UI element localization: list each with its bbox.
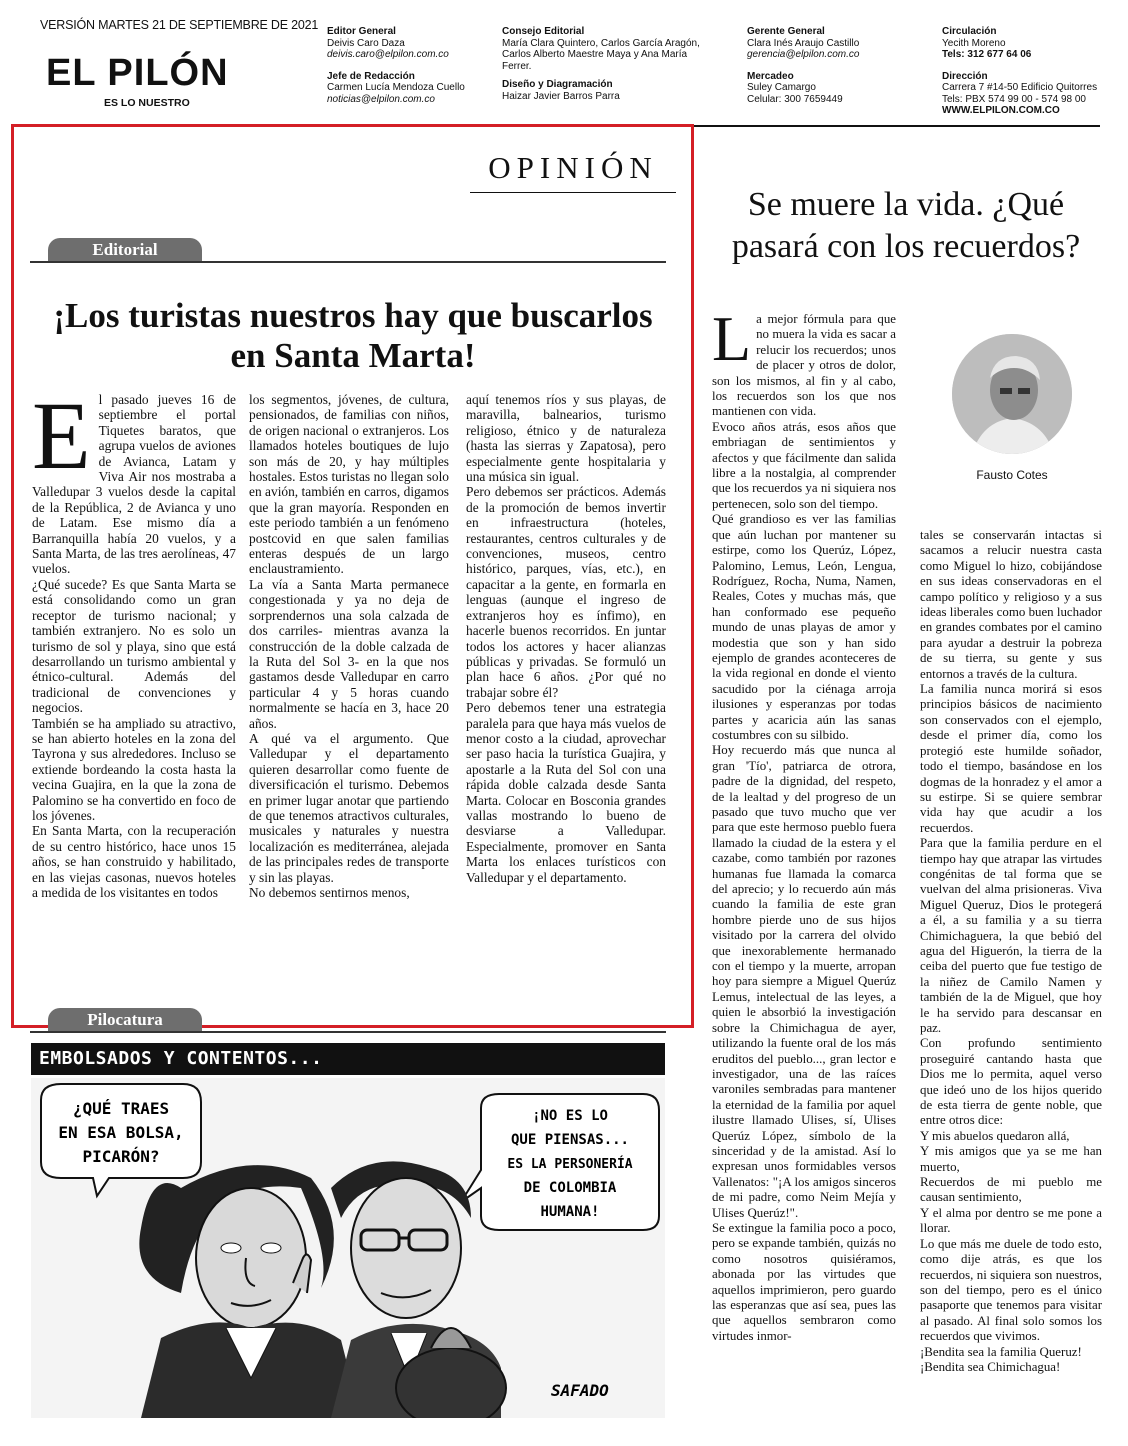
bubble-right-line-4: DE COLOMBIA [523,1180,617,1196]
edition-line: VERSIÓN MARTES 21 DE SEPTIEMBRE DE 2021 [40,18,319,32]
column-dropcap: L [712,303,752,374]
verse-line: Y el alma por dentro se me pone a llorar. [920,1205,1102,1236]
paragraph: En Santa Marta, con la recuperación de su centro histórico, hace unos 15 años, se han construido y habilitado, en las viejas casonas, nuevos hoteles a medida de los visitantes en todos [32,823,236,900]
cartoonist-signature: SAFADO [551,1381,609,1400]
paragraph: ¡Bendita sea Chimichagua! [920,1359,1061,1374]
editorial-headline[interactable]: ¡Los turistas nuestros hay que buscarlos en Santa Marta! [53,296,653,375]
paragraph: Pero debemos tener una estrategia paralela para que haya más vuelos de menor costo a la ciudad, aprovechar ser paso hacia la turística Guajira, y apostarle a la Ruta del Sol con una rápida doble calzada desde Santa Marta. Colocar en Bosconia grandes vallas mostrando lo bueno de desviarse a Valledupar. Especialmente, promover en Santa Marta los enlaces turísticos con Valledupar y el departamento. [466,700,666,885]
paragraph: aquí tenemos ríos y sus playas, de maravilla, balnearios, turismo religioso, étnico y de naturaleza (hasta las sierras y Zapatosa), pero especialmente gente hospitalaria y una música sin igual. [466,392,666,485]
pilocatura-tab[interactable]: Pilocatura [48,1008,202,1032]
verse-line: Y mis abuelos quedaron allá, [920,1128,1070,1143]
editorial-column-1 [32,382,236,900]
verse-line: Recuerdos de mi pueblo me causan sentimiento, [920,1175,1102,1205]
paragraph: Qué grandioso es ver las familias que aún luchan por mantener su estirpe, como los Querúz, López, Palomino, Lemus, León, Lengua, Rodríguez, Rocha, Numa, Namen, Reales, Cotes y muchas más, que han conformado ese pequeño mundo de unas playas de amor y modestia que son y han sido ejemplo de grandes aconteceres de la vida regional en donde el viento sacudido por la ciénaga arroja ilusiones y esperanzas por todas partes y acaricia aún las sanas costumbres con su silbido. [712,512,896,742]
paragraph: Con profundo sentimiento proseguiré cantando hasta que Dios me lo permita, aquel verso que ideó uno de los hijos querido de esta tierra de gente noble, que entre otros dice: [920,1036,1102,1128]
paragraph: a mejor fórmula para que no muera la vida es sacar a relucir los recuerdos; unos de placer y otros de dolor, son los mismos, al fin y al cabo, los recuerdos son los que nos mantienen con vida. [712,312,896,419]
bubble-left-line-1: ¿QUÉ TRAES [72,1099,170,1118]
bubble-right-line-5: HUMANA! [540,1204,600,1220]
paragraph: Se extingue la familia poco a poco, pero se expande también, quizás no como nosotros quisiéramos, abonada por las virtudes que aquellos imprimieron, pero guardo las esperanzas que así sea, pues las que aquellos sembraron como virtudes inmor- [712,1220,896,1343]
verse-line: Y mis amigos que ya se me han muerto, [920,1144,1102,1174]
paragraph: Hoy recuerdo más que nunca al gran 'Tío', patriarca de otrora, padre de la dignidad, del respeto, de la lealtad y del progreso de un pasado que tuvo mucho que ver para que este hermoso pueblo fuera llamado la ciudad de la estera y el cazabe, como también por razones humanas fue llamada la comarca del aprecio; y lo recuerdo aún más cuando la familia de este gran hombre pierde uno de sus hijos visitado por la carrera del olvido que inexorablemente hermanado con el tiempo y la muerte, arropan hoy para siempre a Miguel Querúz Lemus, intelectual de las leyes, a quien le absorbió la investigación sobre la Chimichagua de ayer, utilizando la fuente oral de los más eruditos del pueblo..., gran lector e investigador, una de las raíces varoniles sembradas para mantener la eternidad de la familia por aquel ilustre llamado Ulises, sí, Ulises Querúz López, símbolo de la sinceridad y de la amistad. Así lo expresan unos formidables versos Vallenatos: "¡A los amigos sinceros de mi padre, como Neim Mejía y Ulises Querúz!". [712,743,896,1220]
paragraph: No debemos sentirnos menos, [249,885,410,900]
paragraph: Pero debemos ser prácticos. Además de la promoción de bemos invertir en infraestructura (hoteles, restaurantes, centros culturales y de convenciones, museos, centro histórico, parques, vías, etc.), en capacitar a la gente, en formarla en lenguas (aunque el ingreso de extranjeros hoy es ínfimo), en hacerle buenos recorridos. En juntar todos los actores y hacer alianzas públicas y privadas. Se formuló un plan hace 6 años. ¿Por qué no trabajar sobre él? [466,484,666,700]
section-title: OPINIÓN [470,150,676,193]
editorial-column-2 [249,392,449,900]
bubble-left-line-2: EN ESA BOLSA, [58,1123,184,1142]
staff-column-2: Consejo Editorial María Clara Quintero, Carlos García Aragón, Carlos Alberto Maestre Maya y Ana María Ferrer. Diseño y Diagramación Haizar Javier Barros Parra [502,26,700,102]
newspaper-logo[interactable]: EL PILÓN [46,52,229,94]
editorial-rule [30,261,666,263]
political-cartoon [31,1078,665,1418]
column-body-2 [920,528,1102,1375]
staff-column-1: Editor General Deivis Caro Daza deivis.caro@elpilon.com.co Jefe de Redacción Carmen Lucía Mendoza Cuello noticias@elpilon.com.co [327,26,465,105]
paragraph: La vía a Santa Marta permanece congestionada y ya no deja de sorprendernos una sola calzada de dos carriles- mientras avanza la construcción de la doble calzada de la Ruta del Sol 3- en la que nos gastamos desde Valledupar en carro particular 4 y 5 horas cuando normalmente se hacía en 3, hace 20 años. [249,576,449,731]
paragraph: Para que la familia perdure en el tiempo hay que atrapar las virtudes congénitas de tal forma que se vuelvan del alma prisioneras. Viva Miguel Queruz, Dios le protegerá a él, a su familia y a su tierra Chimichaguera, la que bebió del agua del Higuerón, la tierra de la ceiba del puerto que fue testigo de la niñez de Camilo Namen y también de la de Miguel, que hoy le ha servido para descansar en paz. [920,836,1102,1035]
staff-column-4: Circulación Yecith Moreno Tels: 312 677 64 06 Dirección Carrera 7 #14-50 Edificio Quitorres Tels: PBX 574 99 00 - 574 98 00 WWW.ELPILON.COM.CO [942,26,1098,116]
editorial-tab[interactable]: Editorial [48,238,202,262]
bubble-right-line-3: ES LA PERSONERÍA [507,1157,633,1172]
author-name: Fausto Cotes [976,468,1048,482]
paragraph: Evoco años atrás, esos años que embriagan de sentimientos y afectos y que fácilmente dan salida libre a la nostalgia, al comprender que los recuerdos ya ni siquiera nos pertenecen, solo son del tiempo. [712,419,896,511]
paragraph: La familia nunca morirá si esos principios básicos de nacimiento son conservados con el ejemplo, desde el primer día, como los protegió este humilde soñador, todo el tiempo, basándose en los dogmas de la honradez y el amor a su estirpe. Si se quiere sembrar vida hay que acudir a los recuerdos. [920,682,1102,835]
author-portrait [952,334,1072,454]
paragraph: l pasado jueves 16 de septiembre el portal Tiquetes baratos, que agrupa vuelos de aviones de Avianca, Latam y Viva Air nos mostraba a Valledupar 3 vuelos desde la capital de la República, 2 de Avianca y uno de Latam. Ese mismo día a Barranquilla había 20 vuelos, y a Santa Marta, de las tres aerolíneas, 47 vuelos. [32,392,236,577]
column-title[interactable]: Se muere la vida. ¿Qué pasará con los recuerdos? [731,186,1081,265]
pilocatura-rule [30,1031,666,1033]
paragraph: Lo que más me duele de todo esto, como dije atrás, es que los recuerdos, ni siquiera son nuestros, son del tiempo, pero es el único pasaporte que tenemos para visitar al pasado. Al final solo somos los recuerdos que vivimos. [920,1236,1102,1344]
editorial-column-3 [466,392,666,885]
bubble-right-line-2: QUE PIENSAS... [510,1132,630,1148]
logo-tagline: ES LO NUESTRO [104,97,190,109]
speech-bubble-right [461,1094,659,1230]
bubble-right-line-1: ¡NO ES LO [532,1108,608,1124]
paragraph: los segmentos, jóvenes, de cultura, pensionados, de familias con niños, de origen nacional o extranjeros. Los llamados hoteles boutiques de lujo son más de 20, y hay múltiples hostales. Estos turistas no llegan solo en avión, también en carros, digamos que la gran mayoría. Responden en este periodo también a un fenómeno postcovid en que salen familias enteras después de un largo enclaustramiento. [249,392,449,577]
bubble-left-line-3: PICARÓN? [82,1147,160,1166]
cartoon-banner: EMBOLSADOS Y CONTENTOS... [31,1043,665,1075]
editorial-dropcap: E [32,382,91,489]
website-link[interactable]: WWW.ELPILON.COM.CO [942,105,1060,116]
paragraph: ¡Bendita sea la familia Queruz! [920,1344,1082,1359]
staff-column-3: Gerente General Clara Inés Araujo Castillo gerencia@elpilon.com.co Mercadeo Suley Camargo Celular: 300 7659449 [747,26,860,105]
paragraph: A qué va el argumento. Que Valledupar y el departamento quieren desarrollar como fuente de diversificación el turismo. Debemos en primer lugar anotar que partiendo de que tenemos atractivos culturales, musicales y naturales y nuestra localización es mediterránea, alejada de las principales redes de transporte y sin las playas. [249,730,449,885]
paragraph: tales se conservarán intactas si sacamos a relucir nuestra casta como Miguel lo hizo, cobijándose en sus ideas conservadoras en el campo político y religioso y a sus ideas liberales como buen luchador en grandes combates por el camino para ayudar a destruir la pobreza de su tierra, su gente y sus entornos a través de la cultura. [920,528,1102,681]
column-body-1 [712,303,896,1344]
paragraph: También se ha ampliado su atractivo, se han abierto hoteles en la zona del Tayrona y sus alrededores. Incluso se extiende bordeando la costa hasta la vecina Guajira, en la que la zona de Palomino se ha convertido en foco de los jóvenes. [32,715,236,823]
paragraph: ¿Qué sucede? Es que Santa Marta se está consolidando como un gran receptor de turismo nacional; y también extranjero. No es solo un turismo de sol y playa, sino que está desarrollando un turismo ambiental y étnico-cultural. Además del tradicional de convenciones y negocios. [32,576,236,716]
